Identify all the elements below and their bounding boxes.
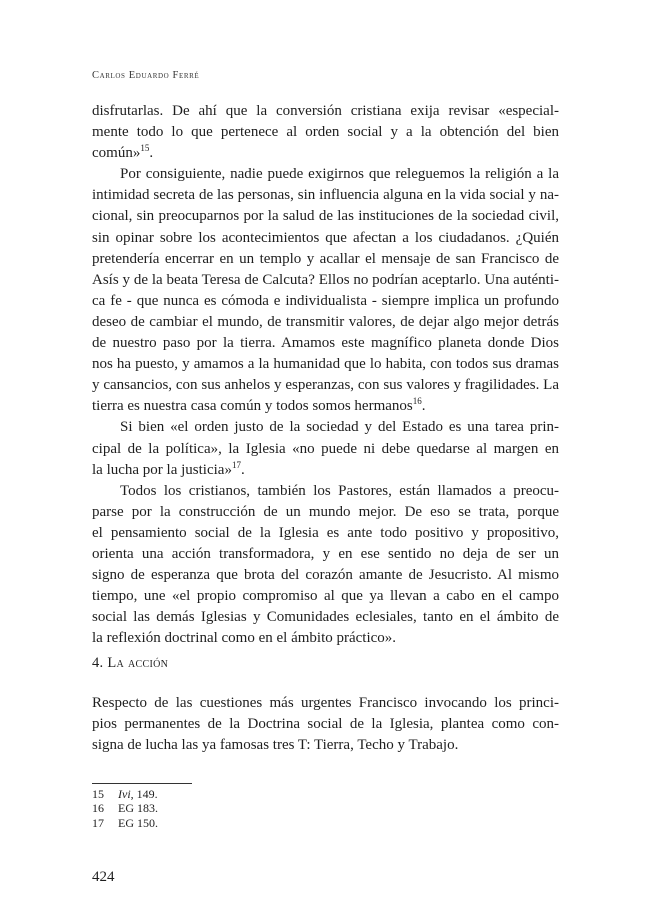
text-line: Asís y de la beata Teresa de Calcuta? Ellos no podrían aceptarlo. Una auténti- <box>92 271 559 288</box>
footnotes <box>92 787 158 830</box>
text-line: Respecto de las cuestiones más urgentes Francisco invocando los princi- <box>92 695 559 711</box>
text-line: tierra es nuestra casa común y todos somos hermanos$^{16}$. <box>92 396 426 415</box>
footnote-ref: 15 <box>140 143 150 154</box>
text-line: deseo de cambiar el mundo, de transmitir valores, de dejar algo mejor detrás <box>92 313 559 330</box>
text-line: mente todo lo que pertenece al orden social y a la obtención del bien <box>92 124 559 141</box>
text-line: signo de esperanza que brota del corazón amante de Jesucristo. Al mismo <box>92 567 559 584</box>
footnote-divider <box>92 783 192 784</box>
text-line: y cansancios, con sus anhelos y esperanzas, con sus valores y fragilidades. La <box>92 377 559 394</box>
text-fragment: común» <box>92 145 141 162</box>
text-line: pretendería encerrar en un templo y acallar el mensaje de san Francisco de <box>92 250 559 267</box>
footnote <box>92 801 158 815</box>
text-line: Por consiguiente, nadie puede exigirnos que releguemos la religión a la <box>120 166 559 183</box>
section-text <box>92 693 559 756</box>
text-line: pios permanentes de la Doctrina social de la Iglesia, plantea como con- <box>92 716 559 733</box>
text-fragment: tierra es nuestra casa común y todos somos hermanos <box>92 398 413 415</box>
text-line: Si bien «el orden justo de la sociedad y del Estado es una tarea prin- <box>120 419 559 436</box>
running-head: Carlos Eduardo Ferré <box>92 70 200 81</box>
text-line: social las demás Iglesias y Comunidades eclesiales, tanto en el ámbito de <box>92 609 559 626</box>
footnote-ref: 17 <box>231 459 241 470</box>
section-heading: 4. La acción <box>92 655 169 671</box>
text-line: nos ha puesto, y amamos a la humanidad que lo habita, con todos sus dramas <box>92 356 559 373</box>
text-line: disfrutarlas. De ahí que la conversión cristiana exija revisar «especial- <box>92 103 559 119</box>
footnote-number: 17 <box>92 815 104 830</box>
page-number: 424 <box>92 869 115 885</box>
text-line: común»$^{15}$. <box>92 143 154 162</box>
footnote-text: , 149. <box>130 787 158 801</box>
footnote-number: 15 <box>92 787 104 801</box>
text-line: sin opinar sobre los acontecimientos que afectan a los ciudadanos. ¿Quién <box>92 229 559 246</box>
text-line: orienta una acción transformadora, y en ese sentido no deja de ser un <box>92 545 559 562</box>
text-line: ca fe - que nunca es cómoda e individualista - siempre implica un profundo <box>92 292 559 309</box>
text-line: cional, sin preocuparnos por la salud de las instituciones de la sociedad civil, <box>92 208 559 225</box>
footnote-text: EG 183. <box>118 801 158 816</box>
text-line: de nuestro paso por la tierra. Amamos este magnífico planeta donde Dios <box>92 335 559 352</box>
text-line: la lucha por la justicia»$^{17}$. <box>92 459 245 478</box>
text-line: cipal de la política», la Iglesia «no puede ni debe quedarse al margen en <box>92 440 559 457</box>
text-line: parse por la construcción de un mundo mejor. De eso se trata, porque <box>92 503 559 520</box>
main-text <box>92 101 559 649</box>
footnote-ref: 16 <box>412 396 422 407</box>
footnote <box>92 787 158 801</box>
footnote-text: EG 150. <box>118 815 158 830</box>
text-line: tiempo, une «el propio compromiso al que ya llevan a cabo en el campo <box>92 588 559 605</box>
footnote-italic: Ivi <box>118 787 131 801</box>
footnote <box>92 816 158 830</box>
text-line: signa de lucha las ya famosas tres T: Tierra, Techo y Trabajo. <box>92 737 459 754</box>
text-line: intimidad secreta de las personas, sin influencia alguna en la vida social y na- <box>92 187 559 204</box>
text-line: el pensamiento social de la Iglesia es ante todo positivo y propositivo, <box>92 524 559 541</box>
footnote-number: 16 <box>92 801 104 816</box>
text-line: Todos los cristianos, también los Pastores, están llamados a preocu- <box>120 482 559 499</box>
text-fragment: la lucha por la justicia» <box>92 461 232 478</box>
text-line: la reflexión doctrinal como en el ámbito práctico». <box>92 630 397 647</box>
